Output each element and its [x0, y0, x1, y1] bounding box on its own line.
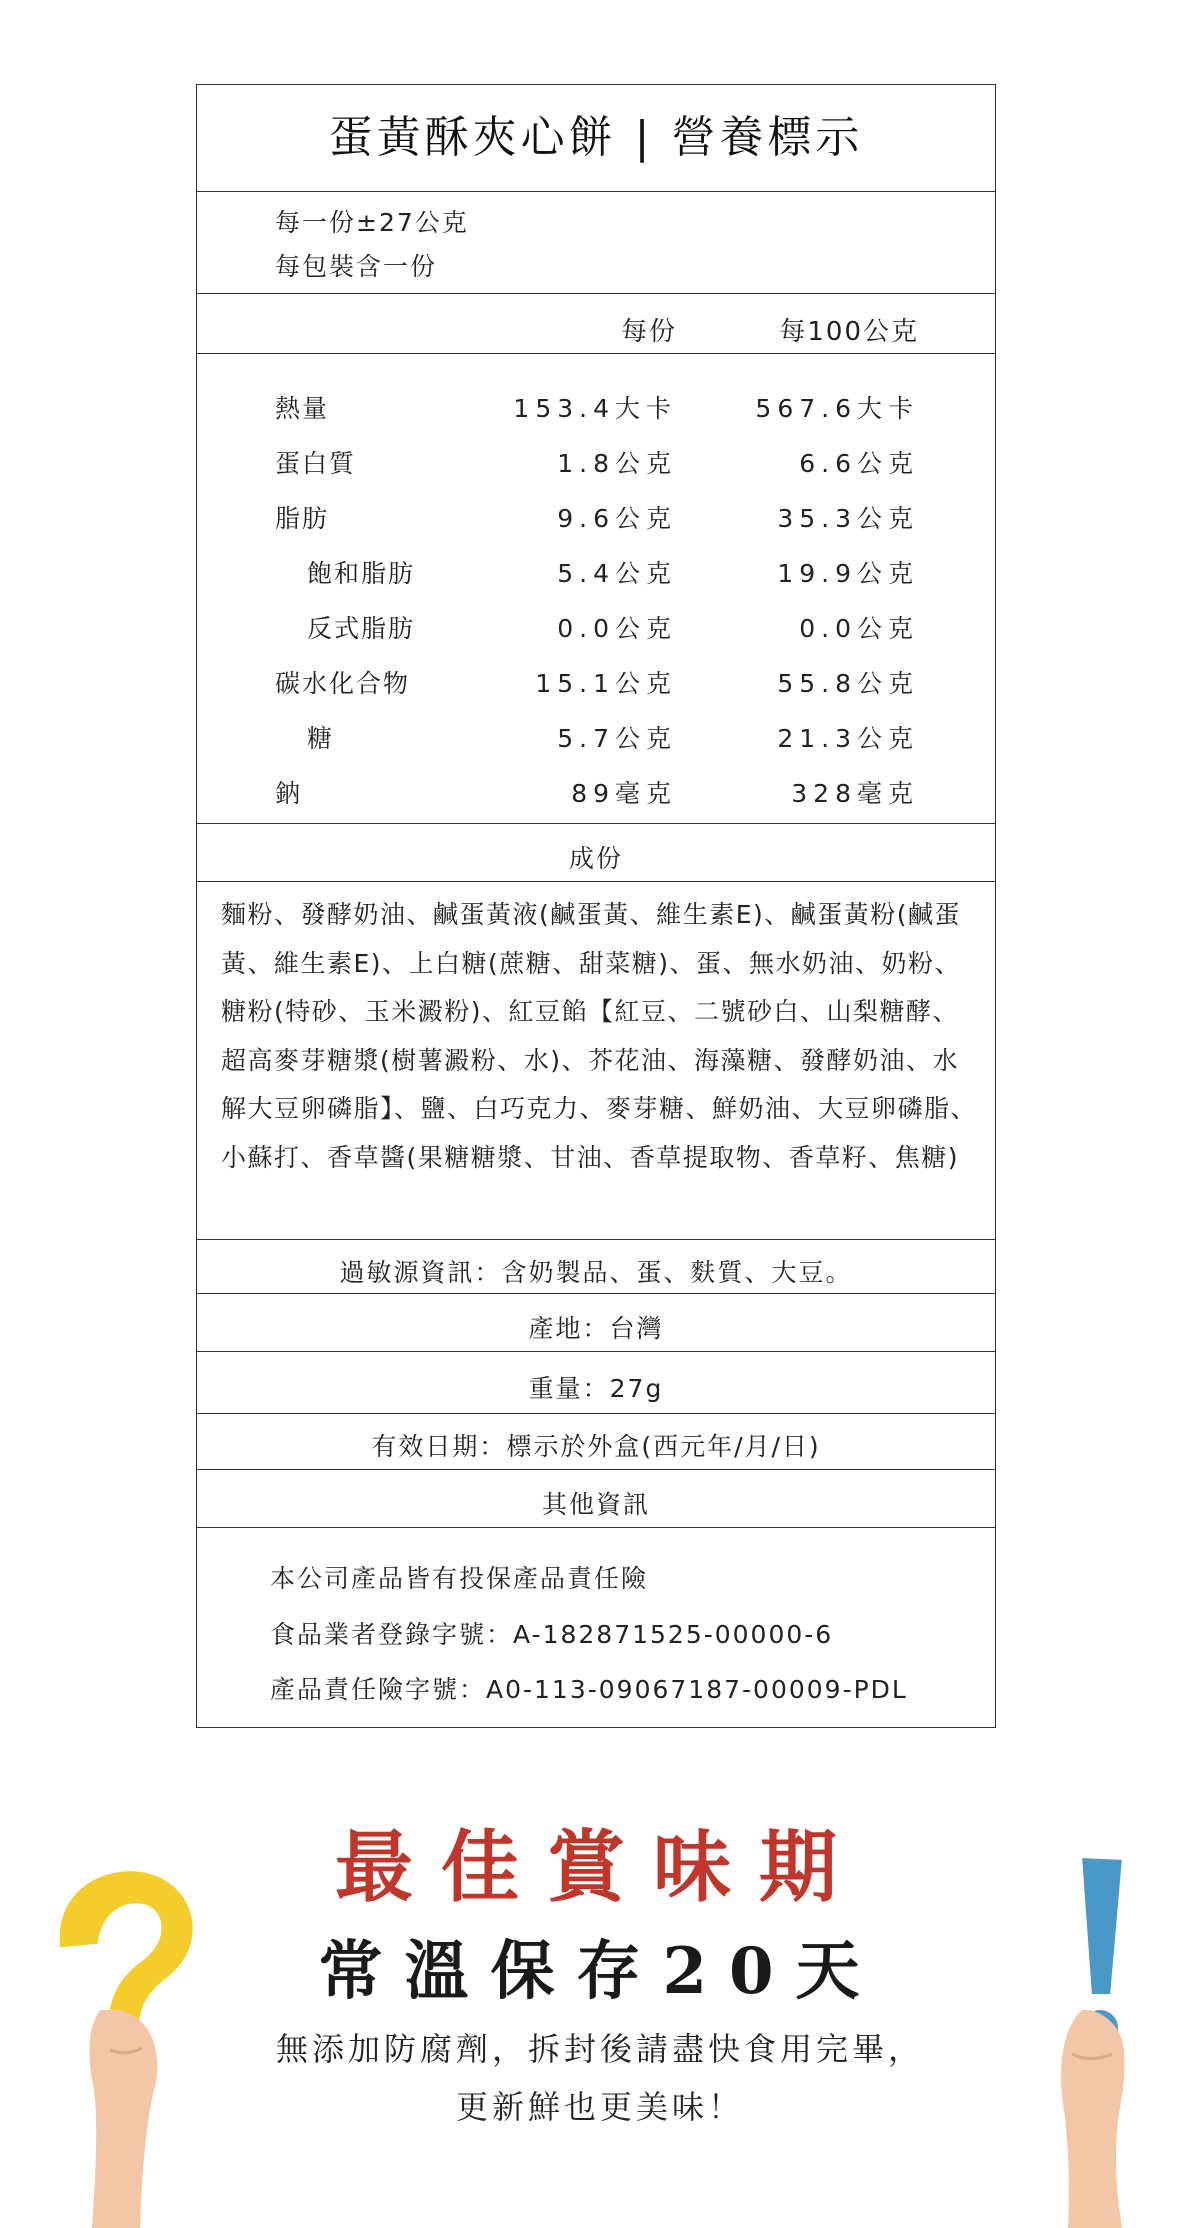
nutrient-row-trans-fat — [197, 609, 995, 664]
label-title — [197, 85, 995, 191]
divider — [197, 1469, 995, 1470]
promo-note-line-1: 無添加防腐劑，拆封後請盡快食用完畢， — [275, 2030, 924, 2068]
nutrient-row-carbohydrate — [197, 664, 995, 719]
title-product: 蛋黃酥夾心餅 — [328, 112, 617, 163]
serving-size: 每一份±27公克 — [275, 208, 469, 237]
divider — [197, 1527, 995, 1528]
nutrient-row-fat — [197, 499, 995, 554]
nutrient-per-100g: 55.8公克 — [777, 669, 919, 698]
weight-info: 重量：27g — [528, 1374, 664, 1403]
col-per-serving: 每份 — [620, 317, 677, 347]
allergen-info: 過敏源資訊：含奶製品、蛋、麩質、大豆。 — [339, 1258, 853, 1287]
nutrient-row-sodium — [197, 774, 995, 829]
nutrient-per-100g: 328毫克 — [791, 779, 919, 808]
nutrient-per-serving: 153.4大卡 — [513, 394, 677, 423]
title-separator: | — [634, 112, 654, 163]
other-info-line: 食品業者登錄字號：A-182871525-00000-6 — [270, 1620, 834, 1649]
nutrient-per-100g: 19.9公克 — [777, 559, 919, 588]
nutrient-per-serving: 0.0公克 — [557, 614, 677, 643]
divider — [197, 823, 995, 824]
nutrient-row-saturated-fat — [197, 554, 995, 609]
title-suffix: 營養標示 — [671, 112, 864, 163]
hand-icon — [1038, 2010, 1148, 2228]
servings-per-pack: 每包裝含一份 — [275, 252, 438, 281]
nutrient-name: 飽和脂肪 — [307, 559, 416, 588]
ingredients-heading: 成份 — [568, 844, 623, 873]
nutrient-per-100g: 567.6大卡 — [755, 394, 919, 423]
col-per-100g: 每100公克 — [779, 317, 919, 347]
divider — [197, 881, 995, 882]
divider — [197, 1239, 995, 1240]
other-info-heading: 其他資訊 — [541, 1490, 650, 1519]
nutrient-per-100g: 35.3公克 — [777, 504, 919, 533]
divider — [197, 353, 995, 354]
divider — [197, 1413, 995, 1414]
nutrient-row-sugar — [197, 719, 995, 774]
nutrient-per-serving: 1.8公克 — [557, 449, 677, 478]
nutrient-name: 糖 — [307, 724, 335, 753]
nutrient-per-serving: 15.1公克 — [535, 669, 677, 698]
nutrient-row-energy — [197, 389, 995, 444]
ingredients-text: 麵粉、發酵奶油、鹹蛋黃液(鹹蛋黃、維生素E)、鹹蛋黃粉(鹹蛋黃、維生素E)、上白糖(蔗糖、甜菜糖)、蛋、無水奶油、奶粉、糖粉(特砂、玉米澱粉)、紅豆餡【紅豆、二號砂白、山梨糖酵、超高麥芽糖漿(樹薯澱粉、水)、芥花油、海藻糖、發酵奶油、水解大豆卵磷脂】、鹽、白巧克力、麥芽糖、鮮奶油、大豆卵磷脂、小蘇打、香草醬(果糖糖漿、甘油、香草提取物、香草籽、焦糖) — [221, 900, 978, 1172]
nutrient-name: 熱量 — [275, 394, 330, 423]
best-before-title: 最佳賞味期 — [334, 1822, 865, 1913]
divider — [197, 1351, 995, 1352]
nutrient-per-serving: 5.7公克 — [557, 724, 677, 753]
nutrient-name: 脂肪 — [275, 504, 330, 533]
nutrition-label — [196, 84, 996, 1728]
nutrient-row-protein — [197, 444, 995, 499]
nutrient-per-100g: 0.0公克 — [799, 614, 919, 643]
divider — [197, 191, 995, 192]
origin-info: 產地：台灣 — [528, 1314, 664, 1343]
nutrient-per-100g: 21.3公克 — [777, 724, 919, 753]
other-info-line: 本公司產品皆有投保產品責任險 — [270, 1564, 649, 1593]
nutrient-per-serving: 89毫克 — [571, 779, 677, 808]
nutrient-name: 反式脂肪 — [307, 614, 416, 643]
promo-note-line-2: 更新鮮也更美味！ — [455, 2088, 744, 2126]
nutrient-per-serving: 9.6公克 — [557, 504, 677, 533]
divider — [197, 1293, 995, 1294]
other-info-line: 產品責任險字號：A0-113-09067187-00009-PDL — [270, 1675, 908, 1704]
nutrient-name: 蛋白質 — [275, 449, 357, 478]
serving-info — [275, 201, 469, 289]
nutrient-per-serving: 5.4公克 — [557, 559, 677, 588]
hand-icon — [70, 2010, 180, 2228]
nutrient-name: 碳水化合物 — [275, 669, 411, 698]
storage-duration: 常溫保存20天 — [318, 1934, 882, 2009]
nutrient-per-100g: 6.6公克 — [799, 449, 919, 478]
nutrient-name: 鈉 — [275, 779, 303, 808]
expiry-info: 有效日期：標示於外盒(西元年/月/日) — [371, 1432, 821, 1461]
divider — [197, 293, 995, 294]
